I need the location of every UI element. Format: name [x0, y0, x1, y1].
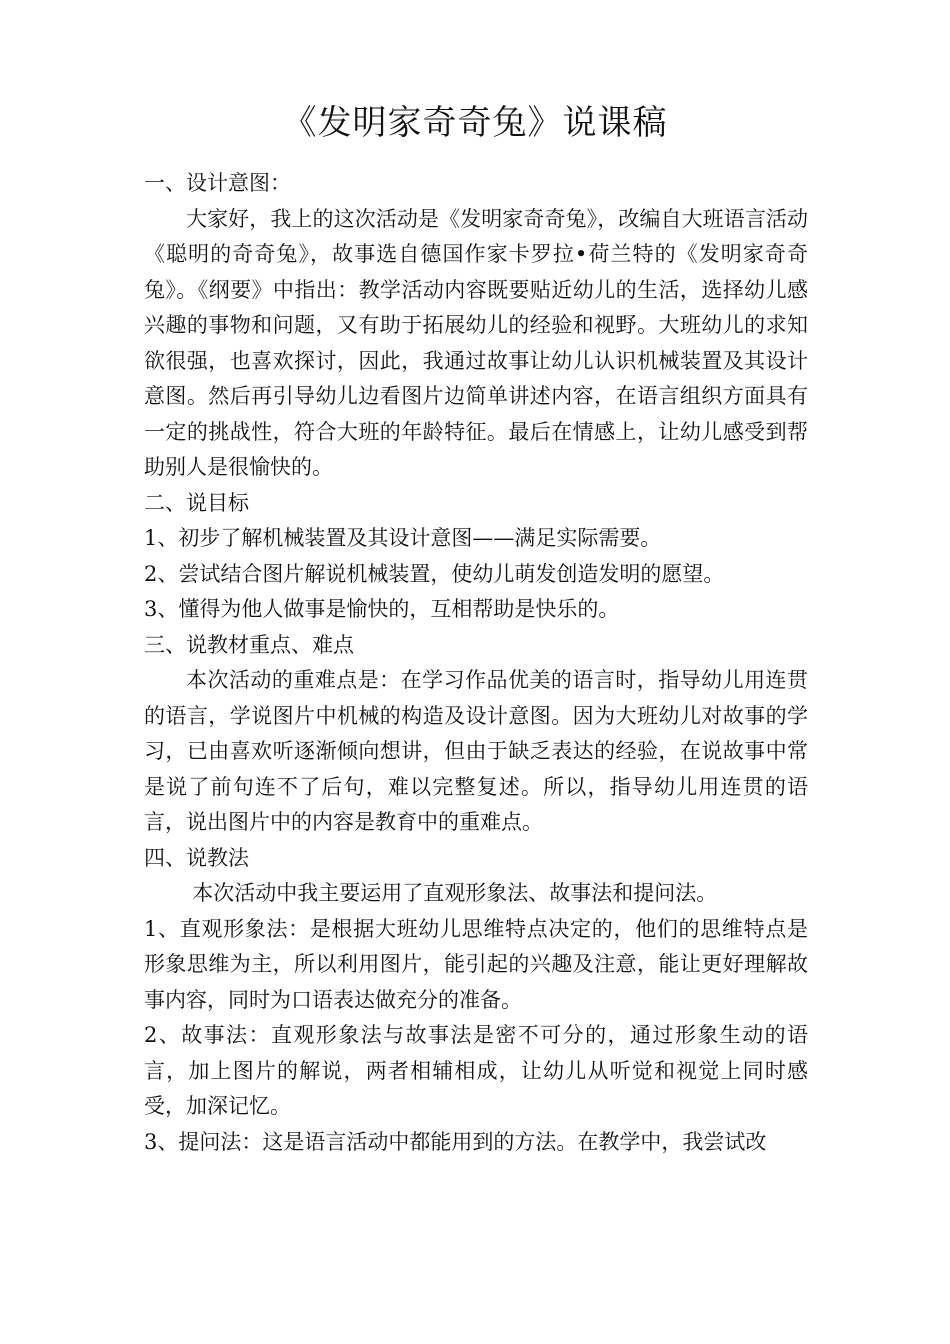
method-item-2: 2、故事法：直观形象法与故事法是密不可分的，通过形象生动的语言，加上图片的解说，两者相辅相成，让幼儿从听觉和视觉上同时感受，加深记忆。 [144, 1023, 808, 1118]
goal-item-2: 2、尝试结合图片解说机械装置，使幼儿萌发创造发明的愿望。 [144, 561, 725, 586]
document-body [144, 166, 808, 1160]
section-heading-keypoints: 三、说教材重点、难点 [144, 632, 354, 657]
goal-item-1: 1、初步了解机械装置及其设计意图——满足实际需要。 [144, 526, 662, 550]
method-item-1: 1、直观形象法：是根据大班幼儿思维特点决定的，他们的思维特点是形象思维为主，所以利用图片，能引起的兴趣及注意，能让更好理解故事内容，同时为口语表达做充分的准备。 [144, 916, 808, 1012]
paragraph-design: 大家好，我上的这次活动是《发明家奇奇兔》，改编自大班语言活动《聪明的奇奇兔》，故事选自德国作家卡罗拉•荷兰特的《发明家奇奇兔》。《纲要》中指出：教学活动内容既要贴近幼儿的生活，选择幼儿感兴趣的事物和问题，又有助于拓展幼儿的经验和视野。大班幼儿的求知欲很强，也喜欢探讨，因此，我通过故事让幼儿认识机械装置及其设计意图。然后再引导幼儿边看图片边简单讲述内容，在语言组织方面具有一定的挑战性，符合大班的年龄特征。最后在情感上，让幼儿感受到帮助别人是很愉快的。 [144, 206, 808, 479]
goal-item-3: 3、懂得为他人做事是愉快的，互相帮助是快乐的。 [144, 597, 620, 621]
paragraph-keypoints: 本次活动的重难点是：在学习作品优美的语言时，指导幼儿用连贯的语言，学说图片中机械的构造及设计意图。因为大班幼儿对故事的学习，已由喜欢听逐渐倾向想讲，但由于缺乏表达的经验，在说故事中常是说了前句连不了后句，难以完整复述。所以，指导幼儿用连贯的语言，说出图片中的内容是教育中的重难点。 [144, 668, 808, 834]
section-heading-methods: 四、说教法 [144, 845, 249, 870]
section-heading-goals: 二、说目标 [144, 490, 249, 515]
paragraph-methods-intro: 本次活动中我主要运用了直观形象法、故事法和提问法。 [192, 881, 718, 905]
method-item-3: 3、提问法：这是语言活动中都能用到的方法。在教学中，我尝试改 [144, 1129, 767, 1154]
section-heading-design: 一、设计意图： [144, 171, 291, 195]
document-title: 《发明家奇奇兔》说课稿 [282, 103, 668, 143]
